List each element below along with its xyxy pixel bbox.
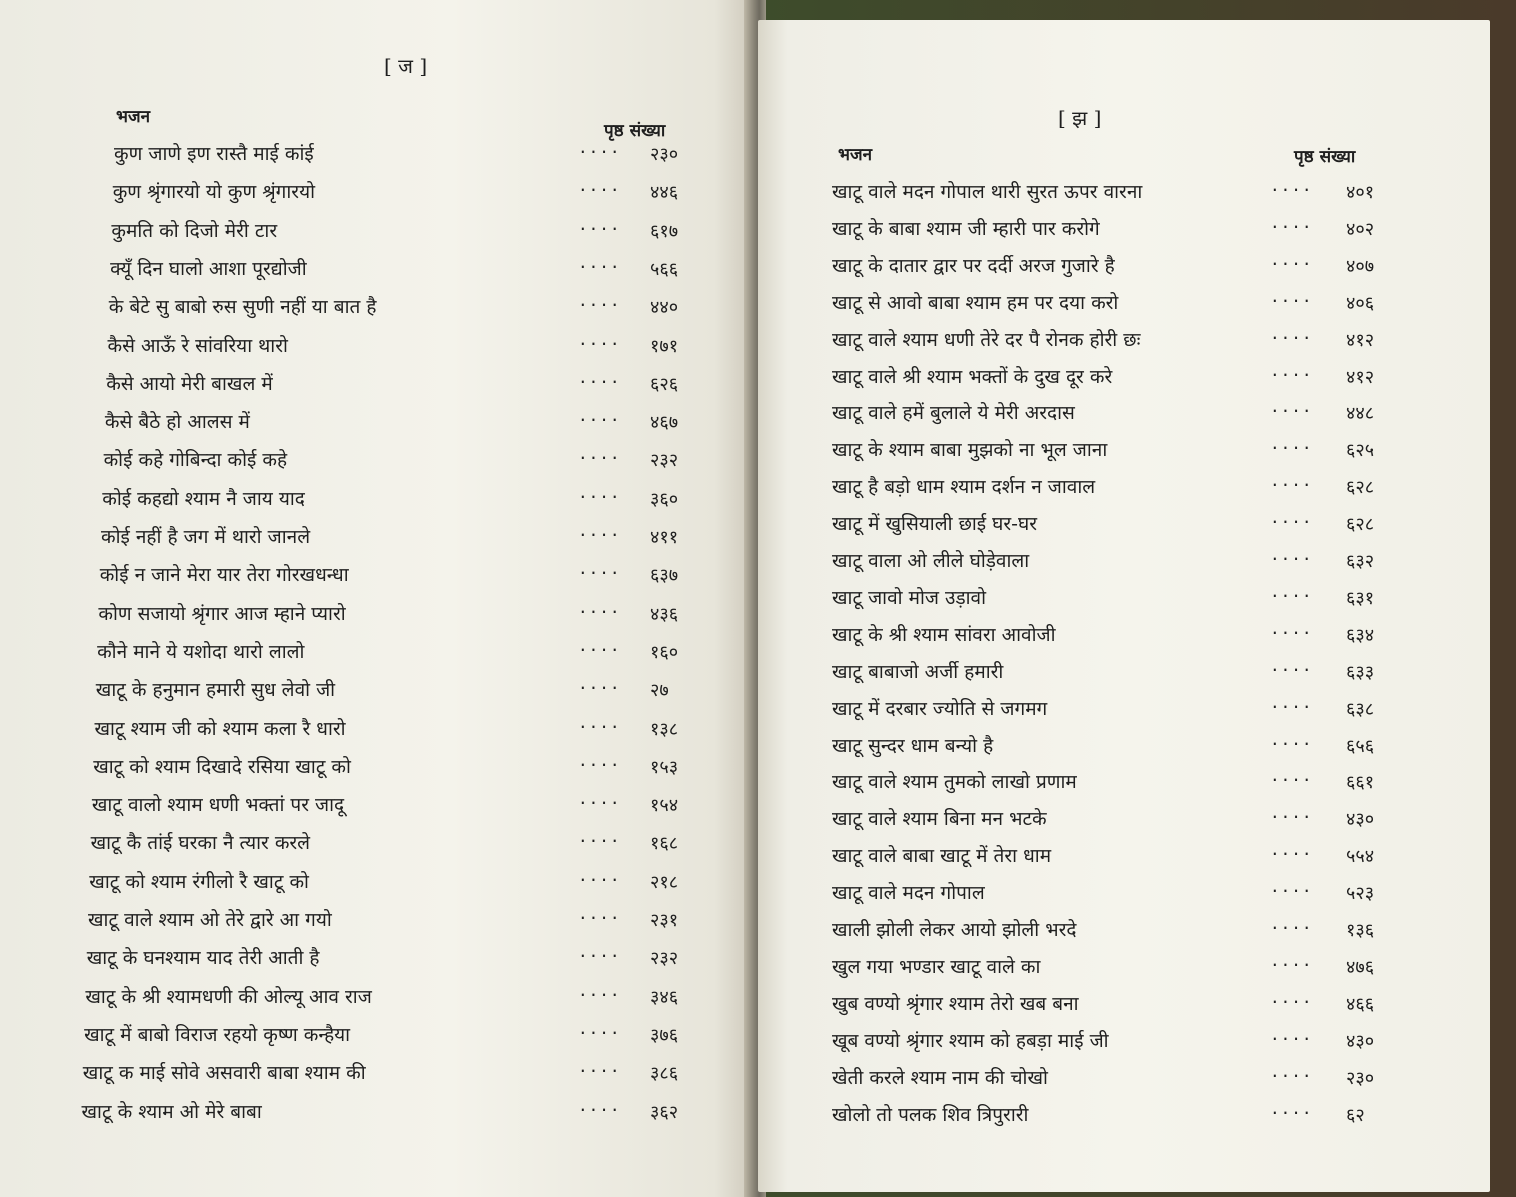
list-item <box>832 655 1472 688</box>
leader-dots: .... <box>1270 397 1313 417</box>
list-item <box>91 829 714 859</box>
list-item <box>832 879 1472 909</box>
list-item <box>87 944 714 974</box>
column-header-page-number: पृष्ठ संख्या <box>1294 147 1356 167</box>
page-number: ४०२ <box>1346 218 1375 240</box>
page-number: ६३२ <box>1346 551 1375 572</box>
leader-dots: .... <box>1270 212 1313 232</box>
page-number: ६२५ <box>1346 440 1375 462</box>
leader-dots: .... <box>577 827 621 847</box>
list-item <box>114 140 714 170</box>
leader-dots: .... <box>577 367 621 387</box>
bhajan-title: खाटू को श्याम दिखादे रसिया खाटू को <box>93 755 351 778</box>
bhajan-title: कुमति को दिजो मेरी टार <box>111 219 278 242</box>
leader-dots: .... <box>578 904 621 923</box>
bhajan-title: खाटू के श्याम ओ मेरे बाबा <box>81 1100 262 1123</box>
bhajan-title: खाटू वाले श्याम तुमको लाखो प्रणाम <box>832 771 1077 794</box>
page-number: ३४६ <box>649 986 679 1008</box>
page-number: ६२ <box>1346 1104 1365 1126</box>
leader-dots: .... <box>1270 1024 1313 1044</box>
leader-dots: .... <box>1270 176 1313 195</box>
list-item <box>96 676 714 706</box>
page-number: ६५६ <box>1346 735 1375 757</box>
leader-dots: .... <box>578 712 621 732</box>
page-number: ६३३ <box>1346 661 1375 683</box>
leader-dots: .... <box>1270 840 1313 860</box>
leader-dots: .... <box>1270 249 1313 269</box>
leader-dots: .... <box>577 635 621 655</box>
list-item <box>832 360 1472 393</box>
bhajan-title: खाटू जावो मोज उड़ावो <box>832 586 987 609</box>
leader-dots: .... <box>1270 1098 1313 1118</box>
bhajan-title: खाटू के घनश्याम याद तेरी आती है <box>86 947 320 970</box>
page-number: ४३० <box>1346 1030 1375 1052</box>
list-item <box>832 249 1472 282</box>
leader-dots: .... <box>577 980 621 1000</box>
page-number: २७ <box>649 680 669 702</box>
list-item <box>832 581 1472 614</box>
page-number: २३२ <box>649 450 679 472</box>
leader-dots: .... <box>577 176 621 196</box>
column-header-page-number: पृष्ठ संख्या <box>604 121 666 141</box>
bhajan-title: खाटू से आवो बाबा श्याम हम पर दया करो <box>832 291 1119 314</box>
leader-dots: .... <box>1270 914 1313 933</box>
leader-dots: .... <box>1270 434 1313 454</box>
column-header-title: भजन <box>838 145 872 165</box>
bhajan-title: कोण सजायो श्रृंगार आज म्हाने प्यारो <box>98 602 346 625</box>
leader-dots: .... <box>1270 471 1313 491</box>
leader-dots: .... <box>1270 286 1313 306</box>
bhajan-title: खाटू कै तांई घरका नै त्यार करले <box>90 832 311 855</box>
page-number: ६३१ <box>1346 587 1375 609</box>
bhajan-title: खाटू के श्याम बाबा मुझको ना भूल जाना <box>832 439 1108 462</box>
leader-dots: .... <box>577 252 621 272</box>
list-item <box>832 950 1472 983</box>
page-number: २३० <box>1346 1067 1375 1089</box>
list-item <box>832 1098 1472 1131</box>
list-item <box>97 635 714 668</box>
page-number: ६६१ <box>1346 772 1375 794</box>
page-number: ४०१ <box>1346 182 1375 203</box>
bhajan-title: खाटू वालो श्याम धणी भक्तां पर जादू <box>91 794 345 817</box>
leader-dots: .... <box>578 138 621 157</box>
leader-dots: .... <box>1270 766 1313 786</box>
list-item <box>832 1024 1472 1057</box>
leader-dots: .... <box>1270 508 1313 528</box>
list-item <box>100 561 714 591</box>
page-number: ६३४ <box>1346 624 1375 646</box>
bhajan-title: खुब वण्यो श्रृंगार श्याम तेरो खब बना <box>832 992 1079 1015</box>
list-item <box>832 692 1472 725</box>
page-number: ४६७ <box>649 412 679 434</box>
page-number: १६८ <box>649 833 679 855</box>
leader-dots: .... <box>577 597 621 617</box>
page-number: ४१२ <box>1346 329 1375 351</box>
page-number: २३० <box>650 144 679 165</box>
column-header-title: भजन <box>116 107 150 127</box>
page-number: ६२८ <box>1346 514 1375 536</box>
bhajan-title: कोई न जाने मेरा यार तेरा गोरखधन्धा <box>99 564 349 587</box>
bhajan-title: खाटू वाले बाबा खाटू में तेरा धाम <box>832 845 1052 868</box>
list-item <box>832 436 1472 466</box>
list-item <box>105 408 714 438</box>
leader-dots: .... <box>1270 987 1313 1007</box>
list-item <box>832 473 1472 503</box>
leader-dots: .... <box>1270 581 1313 601</box>
page-number: ४३० <box>1346 809 1375 831</box>
list-item <box>104 446 714 476</box>
leader-dots: .... <box>577 942 621 962</box>
page-number: ४६६ <box>1346 993 1375 1015</box>
page-number: ४०७ <box>1346 255 1375 277</box>
page-marker: [ ज ] <box>384 54 428 78</box>
leader-dots: .... <box>578 521 621 540</box>
page-number: ५५४ <box>1346 846 1375 868</box>
list-item <box>832 212 1472 245</box>
leader-dots: .... <box>577 1057 621 1077</box>
leader-dots: .... <box>577 789 621 809</box>
bhajan-title: खाटू वाले श्याम धणी तेरे दर पै रोनक होरी छः <box>832 328 1141 351</box>
leader-dots: .... <box>577 559 621 579</box>
leader-dots: .... <box>1270 729 1313 749</box>
list-item <box>81 1095 715 1128</box>
list-item <box>832 729 1472 762</box>
list-item <box>106 367 714 400</box>
page-number: १६० <box>649 641 679 663</box>
list-item <box>832 1061 1472 1094</box>
list-item <box>832 510 1472 540</box>
bhajan-title: कौने माने ये यशोदा थारो लालो <box>97 640 305 663</box>
page-marker: [ झ ] <box>1058 106 1102 130</box>
leader-dots: .... <box>578 1095 621 1115</box>
page-number: ६३८ <box>1346 698 1375 720</box>
page-number: २३१ <box>650 910 679 931</box>
index-list <box>0 0 752 1197</box>
page-number: १३६ <box>1346 920 1375 941</box>
page-number: १५४ <box>649 795 679 817</box>
list-item <box>832 842 1472 872</box>
leader-dots: .... <box>577 482 621 502</box>
list-item <box>109 293 714 323</box>
page-number: ४७६ <box>1346 956 1375 978</box>
page-number: ४४० <box>649 297 679 319</box>
page-number: ६३७ <box>649 565 679 587</box>
leader-dots: .... <box>1270 877 1313 897</box>
leader-dots: .... <box>577 406 621 426</box>
bhajan-title: खाटू के बाबा श्याम जी म्हारी पार करोगे <box>832 217 1100 240</box>
bhajan-title: खोलो तो पलक शिव त्रिपुरारी <box>832 1103 1029 1126</box>
bhajan-title: कोई कहद्यो श्याम नै जाय याद <box>102 487 305 510</box>
bhajan-title: खाटू बाबाजो अर्जी हमारी <box>832 660 1004 683</box>
leader-dots: .... <box>577 674 621 694</box>
bhajan-title: खाटू सुन्दर धाम बन्यो है <box>832 734 994 757</box>
bhajan-title: खाटू को श्याम रंगीलो रै खाटू को <box>89 870 309 893</box>
bhajan-title: खाटू है बड़ो धाम श्याम दर्शन न जावाल <box>832 476 1096 499</box>
index-list <box>758 20 1490 1192</box>
list-item <box>84 1018 714 1051</box>
leader-dots: .... <box>1270 803 1313 823</box>
list-item <box>93 750 714 783</box>
leader-dots: .... <box>577 214 621 234</box>
leader-dots: .... <box>1270 950 1313 970</box>
page-number: ५२३ <box>1346 883 1375 905</box>
list-item <box>110 252 714 285</box>
bhajan-title: खाटू वाले मदन गोपाल <box>832 882 985 905</box>
leader-dots: .... <box>578 329 621 349</box>
leader-dots: .... <box>1270 618 1313 638</box>
bhajan-title: खूब वण्यो श्रृंगार श्याम को हबड़ा माई जी <box>832 1029 1109 1052</box>
page-number: २३२ <box>649 948 679 970</box>
bhajan-title: के बेटे सु बाबो रुस सुणी नहीं या बात है <box>108 296 377 319</box>
list-item <box>832 399 1472 429</box>
bhajan-title: खुल गया भण्डार खाटू वाले का <box>832 955 1041 978</box>
leader-dots: .... <box>577 750 621 770</box>
bhajan-title: कोई कहे गोबिन्दा कोई कहे <box>103 449 288 472</box>
bhajan-title: खाटू के श्री श्यामधणी की ओल्यू आव राज <box>85 985 372 1008</box>
page-number: ३६० <box>649 488 679 510</box>
page-number: ३७६ <box>649 1024 679 1046</box>
leader-dots: .... <box>1270 545 1313 564</box>
leader-dots: .... <box>1270 360 1313 380</box>
bhajan-title: खाटू वाले श्याम बिना मन भटके <box>832 808 1047 831</box>
page-number: ३६२ <box>650 1101 679 1123</box>
list-item <box>92 791 714 821</box>
right-page <box>758 20 1490 1192</box>
list-item <box>83 1059 714 1089</box>
leader-dots: .... <box>1270 692 1313 712</box>
page-number: ६१७ <box>649 220 679 242</box>
list-item <box>832 323 1472 356</box>
leader-dots: .... <box>577 444 621 464</box>
list-item <box>98 597 714 630</box>
bhajan-title: खाटू वाले श्याम ओ तेरे द्वारे आ गयो <box>88 909 332 931</box>
list-item <box>101 523 714 553</box>
bhajan-title: खाटू वाले मदन गोपाल थारी सुरत ऊपर वारना <box>832 181 1143 203</box>
bhajan-title: कैसे आऊँ रे सांवरिया थारो <box>107 334 288 357</box>
leader-dots: .... <box>577 1018 621 1038</box>
page-number: ४३६ <box>649 603 679 625</box>
list-item <box>111 214 714 247</box>
bhajan-title: खाटू क माई सोवे असवारी बाबा श्याम की <box>82 1062 366 1085</box>
left-page <box>0 0 752 1197</box>
bhajan-title: खाटू के दातार द्वार पर दर्दी अरज गुजारे है <box>832 254 1115 277</box>
list-item <box>113 178 714 208</box>
bhajan-title: खाटू के श्री श्याम सांवरा आवोजी <box>832 623 1056 646</box>
list-item <box>107 329 715 362</box>
page-number: ४४६ <box>649 182 679 204</box>
bhajan-title: खाटू श्याम जी को श्याम कला रै धारो <box>94 717 346 740</box>
list-item <box>832 768 1472 798</box>
list-item <box>85 980 714 1013</box>
bhajan-title: खाटू में दरबार ज्योति से जगमग <box>832 697 1048 720</box>
page-number: १५३ <box>649 756 679 778</box>
leader-dots: .... <box>577 291 621 311</box>
list-item <box>102 482 714 515</box>
page-number: ६२६ <box>649 373 679 395</box>
bhajan-title: खाटू वाले हमें बुलाले ये मेरी अरदास <box>832 402 1075 425</box>
page-number: १३८ <box>650 718 679 740</box>
leader-dots: .... <box>1270 323 1313 343</box>
bhajan-title: खाटू में बाबो विराज रहयो कृष्ण कन्हैया <box>84 1023 351 1046</box>
page-number: ४४८ <box>1346 403 1375 425</box>
bhajan-title: खेती करले श्याम नाम की चोखो <box>832 1066 1048 1089</box>
bhajan-title: कैसे बैठे हो आलस में <box>104 411 250 434</box>
page-number: ६२८ <box>1346 477 1375 499</box>
list-item <box>832 286 1472 319</box>
list-item <box>88 906 714 936</box>
page-number: १७१ <box>650 335 679 357</box>
leader-dots: .... <box>1270 655 1313 675</box>
page-number: २१८ <box>649 871 679 893</box>
bhajan-title: क्यूँ दिन घालो आशा पूरद्योजी <box>110 257 307 280</box>
bhajan-title: कैसे आयो मेरी बाखल में <box>106 372 273 395</box>
page-number: ५६६ <box>649 258 679 280</box>
list-item <box>832 987 1472 1020</box>
list-item <box>94 712 715 745</box>
bhajan-title: कोई नहीं है जग में थारो जानले <box>101 526 311 548</box>
bhajan-title: खाटू में खुसियाली छाई घर-घर <box>832 513 1038 536</box>
leader-dots: .... <box>577 865 621 885</box>
page-number: ४०६ <box>1346 292 1375 314</box>
page-number: ४११ <box>650 527 679 548</box>
list-item <box>832 178 1472 208</box>
list-item <box>832 547 1472 577</box>
page-number: ४१२ <box>1346 366 1375 388</box>
list-item <box>832 916 1472 946</box>
bhajan-title: कुण श्रृंगारयो यो कुण श्रृंगारयो <box>112 181 316 204</box>
bhajan-title: कुण जाणे इण रास्तै माई कांई <box>114 143 314 165</box>
bhajan-title: खाली झोली लेकर आयो झोली भरदे <box>832 919 1077 941</box>
bhajan-title: खाटू के हनुमान हमारी सुध लेवो जी <box>95 679 336 702</box>
page-number: ३८६ <box>649 1063 679 1085</box>
list-item <box>89 865 714 898</box>
list-item <box>832 618 1472 651</box>
leader-dots: .... <box>1270 1061 1313 1081</box>
bhajan-title: खाटू वाले श्री श्याम भक्तों के दुख दूर करे <box>832 365 1113 388</box>
list-item <box>832 805 1472 835</box>
bhajan-title: खाटू वाला ओ लीले घोड़ेवाला <box>832 550 1030 572</box>
